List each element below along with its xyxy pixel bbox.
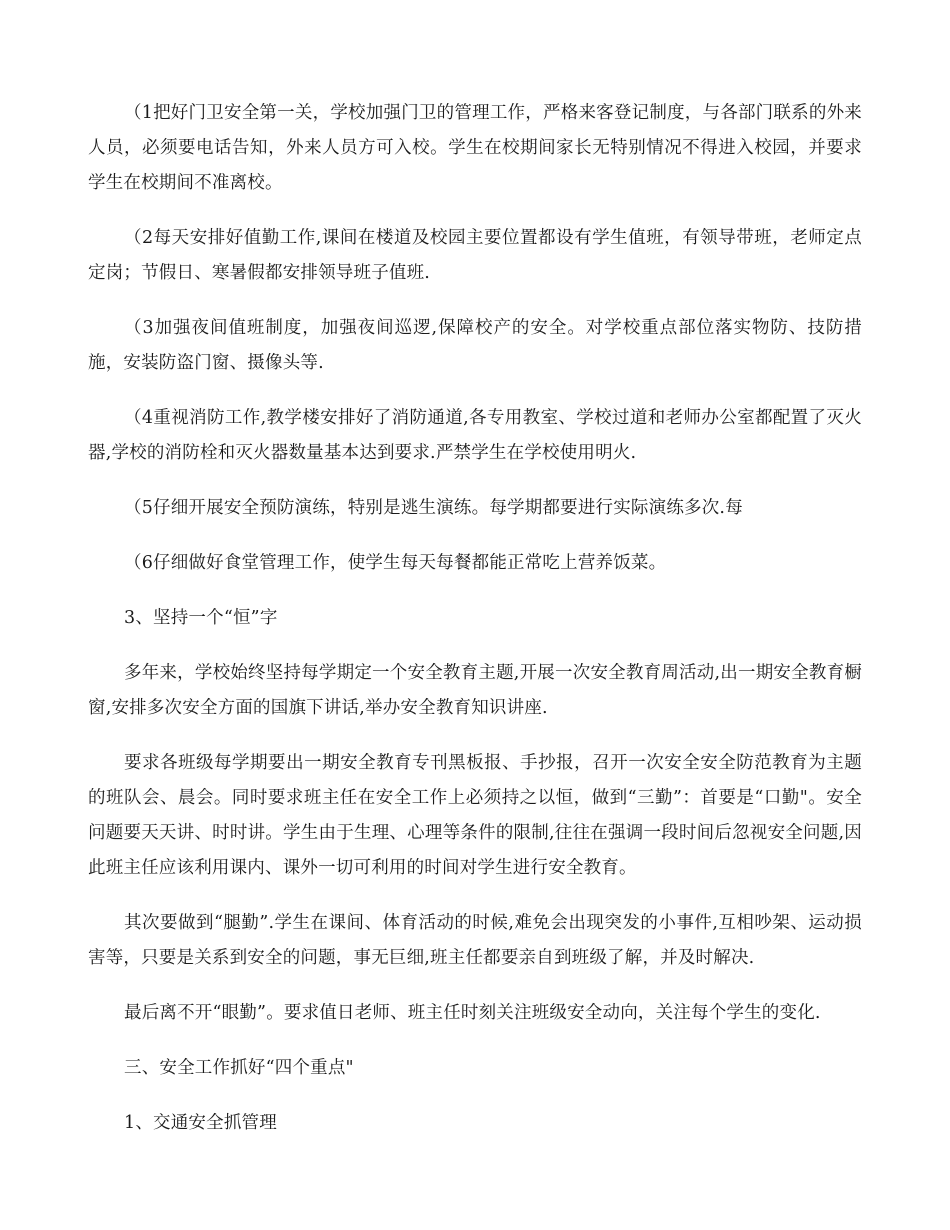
document-page: [88, 96, 862, 1161]
paragraph-drills: （5仔细开展安全预防演练，特别是逃生演练。每学期都要进行实际演练多次.每: [124, 498, 743, 518]
subsection-heading-traffic-safety: 1、交通安全抓管理: [124, 1113, 277, 1133]
paragraph-gatekeeper: （1把好门卫安全第一关，学校加强门卫的管理工作，严格来客登记制度，与各部门联系的外来人员，必须要电话告知，外来人员方可入校。学生在校期间家长无特别情况不得进入校园，并要求学生在校期间不准离校。: [88, 103, 862, 193]
paragraph-night-patrol: （3加强夜间值班制度，加强夜间巡逻,保障校产的安全。对学校重点部位落实物防、技防措施，安装防盗门窗、摄像头等.: [88, 318, 862, 373]
section-heading-persistence: 3、坚持一个“恒”字: [124, 608, 278, 628]
section-heading-four-priorities: 三、安全工作抓好“四个重点": [124, 1058, 354, 1078]
paragraph-yearly-theme: 多年来，学校始终坚持每学期定一个安全教育主题,开展一次安全教育周活动,出一期安全教育橱窗,安排多次安全方面的国旗下讲话,举办安全教育知识讲座.: [88, 663, 862, 718]
paragraph-class-requirements: 要求各班级每学期要出一期安全教育专刊黑板报、手抄报，召开一次安全安全防范教育为主题的班队会、晨会。同时要求班主任在安全工作上必须持之以恒，做到“三勤”：首要是“口勤"。安全问题要天天讲、时时讲。学生由于生理、心理等条件的限制,往往在强调一段时间后忽视安全问题,因此班主任应该利用课内、课外一切可利用的时间对学生进行安全教育。: [88, 753, 862, 878]
paragraph-eye-diligence: 最后离不开“眼勤”。要求值日老师、班主任时刻关注班级安全动向，关注每个学生的变化.: [124, 1003, 821, 1023]
paragraph-leg-diligence: 其次要做到“腿勤”.学生在课间、体育活动的时候,难免会出现突发的小事件,互相吵架、运动损害等，只要是关系到安全的问题，事无巨细,班主任都要亲自到班级了解，并及时解决.: [88, 913, 862, 968]
paragraph-fire-safety: （4重视消防工作,教学楼安排好了消防通道,各专用教室、学校过道和老师办公室都配置了灭火器,学校的消防栓和灭火器数量基本达到要求.严禁学生在学校使用明火.: [88, 408, 862, 463]
paragraph-duty-schedule: （2每天安排好值勤工作,课间在楼道及校园主要位置都设有学生值班，有领导带班，老师定点定岗；节假日、寒暑假都安排领导班子值班.: [88, 228, 862, 283]
paragraph-canteen: （6仔细做好食堂管理工作，使学生每天每餐都能正常吃上营养饭菜。: [124, 553, 667, 573]
